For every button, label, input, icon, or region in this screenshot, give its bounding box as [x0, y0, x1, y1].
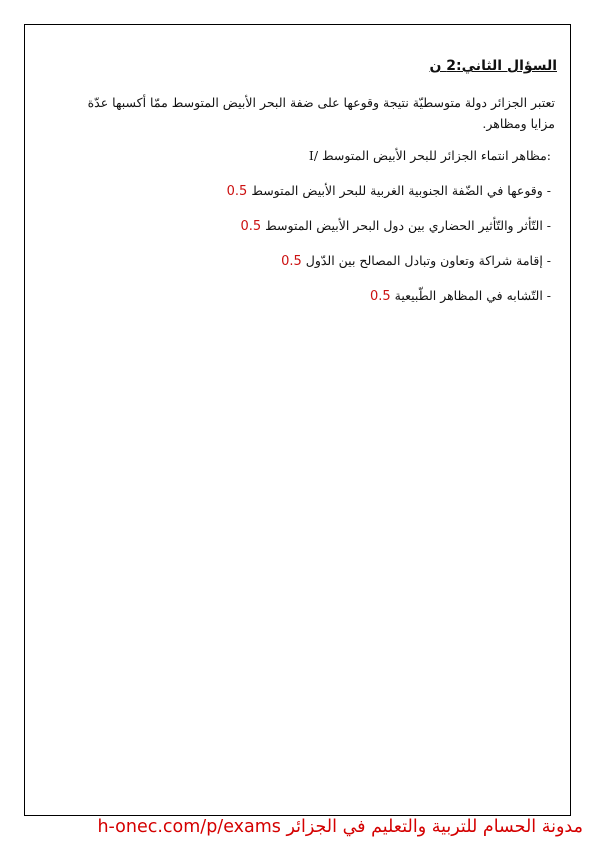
- answer-item: [81, 285, 551, 320]
- question-intro: تعتبر الجزائر دولة متوسطيّة نتيجة وقوعها على ضفة البحر الأبيض المتوسط ممّا أكسبها عدّة مزايا ومظاهر.: [87, 95, 555, 131]
- answer-list: [81, 180, 551, 320]
- question-title: السؤال الثاني:2 ن: [429, 58, 557, 74]
- answer-item: [81, 215, 551, 250]
- page-border: [24, 24, 571, 816]
- answer-text: - التّشابه في المظاهر الطّبيعية: [394, 288, 551, 303]
- section-heading: I/ مظاهر انتماء الجزائر للبحر الأبيض المتوسط:: [308, 148, 551, 163]
- answer-item: [81, 180, 551, 215]
- answer-text: - وقوعها في الضّفة الجنوبية الغربية للبحر الأبيض المتوسط: [251, 183, 551, 198]
- answer-score: 0.5: [226, 184, 248, 199]
- footer-watermark: مدونة الحسام للتربية والتعليم في الجزائر h-onec.com/p/exams: [97, 817, 583, 837]
- answer-item: [81, 250, 551, 285]
- answer-text: - إقامة شراكة وتعاون وتبادل المصالح بين الدّول: [305, 253, 551, 268]
- answer-score: 0.5: [281, 254, 302, 269]
- answer-text: - التّأثر والتّأثير الحضاري بين دول البحر الأبيض المتوسط: [265, 218, 551, 233]
- answer-score: 0.5: [369, 289, 391, 304]
- answer-score: 0.5: [240, 219, 262, 234]
